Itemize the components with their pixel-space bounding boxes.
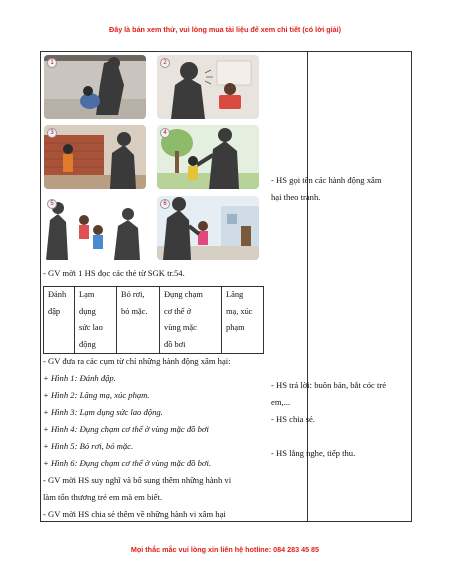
picture-1 <box>44 55 146 119</box>
extra-line-1b: làm tổn thương trẻ em mà em biết. <box>43 492 162 502</box>
picture-6 <box>157 196 259 260</box>
picture-number: 4 <box>160 128 170 138</box>
picture-number: 6 <box>160 199 170 209</box>
hs-answer-cont: em,... <box>271 397 291 407</box>
item-picture-4: + Hình 4: Đụng chạm cơ thể ở vùng mặc đồ bơi <box>43 424 209 434</box>
illustration-labor <box>44 125 146 189</box>
hotline-banner: Mọi thắc mắc vui lòng xin liên hệ hotline: 084 283 45 85 <box>130 545 320 554</box>
card-labor-abuse: Lạm dụng sức lao động <box>75 287 117 354</box>
preview-notice-banner: Đây là bản xem thử, vui lòng mua tài liệu để xem chi tiết (có lời giải) <box>109 25 341 34</box>
intro-line: - GV mời 1 HS đọc các thẻ từ SGK tr.54. <box>43 268 185 278</box>
illustration-touching-house <box>157 196 259 260</box>
word-cards-table <box>43 286 264 354</box>
cluster-intro: - GV đưa ra các cụm từ chỉ những hành động xâm hại: <box>43 356 231 366</box>
picture-3 <box>44 125 146 189</box>
card-abandonment: Bỏ rơi, bỏ mặc. <box>117 287 160 354</box>
illustration-hitting <box>44 55 146 119</box>
illustration-abandoning <box>44 196 146 260</box>
item-picture-3: + Hình 3: Lạm dụng sức lao động. <box>43 407 163 417</box>
item-picture-6: + Hình 6: Đụng chạm cơ thể ở vùng mặc đồ bơi. <box>43 458 212 468</box>
hs-share: - HS chia sẻ. <box>271 414 315 424</box>
hs-answer: - HS trả lời: buôn bán, bắt cóc trẻ <box>271 380 387 390</box>
item-picture-1: + Hình 1: Đánh đập. <box>43 373 116 383</box>
picture-number: 3 <box>47 128 57 138</box>
picture-number: 5 <box>47 199 57 209</box>
hs-call-names-cont: hại theo tranh. <box>271 192 321 202</box>
illustration-insulting <box>157 55 259 119</box>
item-picture-5: + Hình 5: Bỏ rơi, bỏ mặc. <box>43 441 134 451</box>
picture-5 <box>44 196 146 260</box>
card-beating: Đánh đập <box>44 287 75 354</box>
item-picture-2: + Hình 2: Lăng mạ, xúc phạm. <box>43 390 150 400</box>
picture-4 <box>157 125 259 189</box>
hs-call-names: - HS gọi tên các hành động xâm <box>271 175 382 185</box>
card-touching: Đụng chạm cơ thể ở vùng mặc đồ bơi <box>160 287 222 354</box>
picture-number: 1 <box>47 58 57 68</box>
illustration-touching-outdoor <box>157 125 259 189</box>
extra-line-2: - GV mời HS chia sẻ thêm về những hành vi xâm hại <box>43 509 226 519</box>
extra-line-1: - GV mời HS suy nghĩ và bổ sung thêm những hành vi <box>43 475 232 485</box>
card-insult: Lăng mạ, xúc phạm <box>222 287 264 354</box>
picture-number: 2 <box>160 58 170 68</box>
picture-2 <box>157 55 259 119</box>
hs-listen: - HS lắng nghe, tiếp thu. <box>271 448 356 458</box>
